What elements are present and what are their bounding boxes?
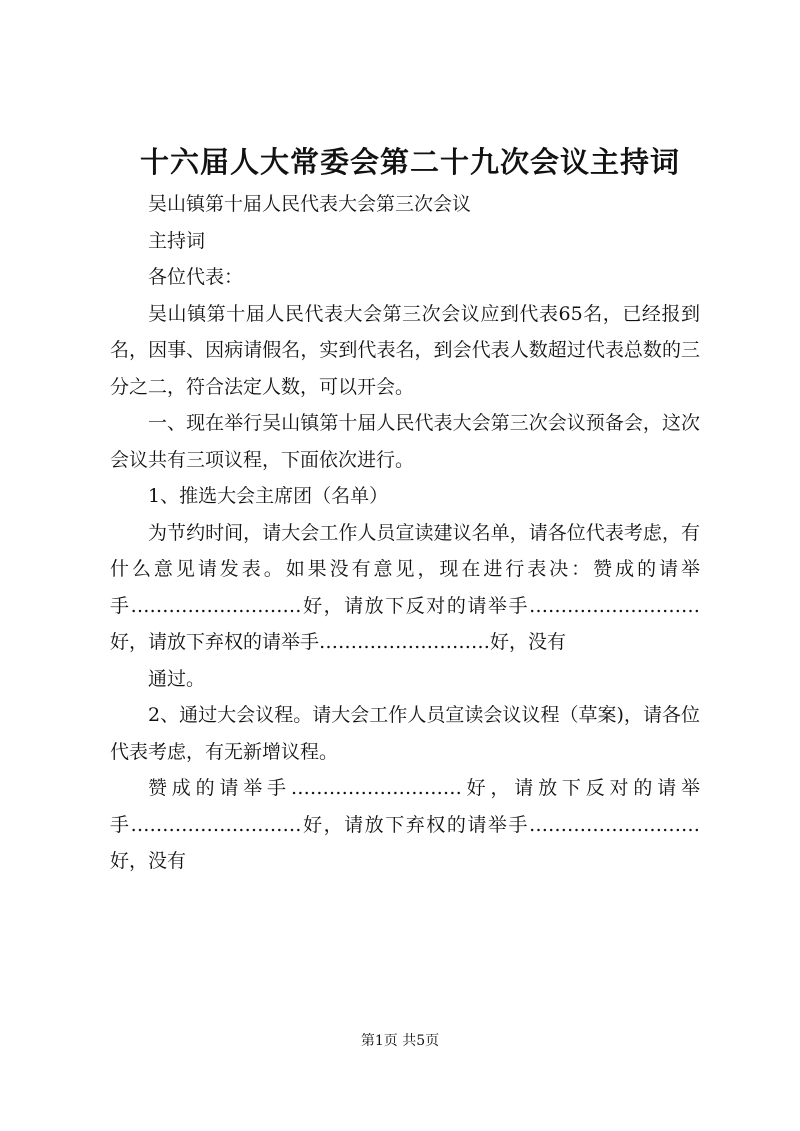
paragraph-speech-label: 主持词 (148, 229, 206, 252)
document-body (110, 186, 700, 880)
page-footer: 第1页 共5页 (360, 1033, 440, 1049)
paragraph-preparatory-meeting: 一、现在举行吴山镇第十届人民代表大会第三次会议预备会，这次会议共有三项议程，下面依次进行。 (110, 412, 700, 471)
paragraph-item-2-vote: 赞成的请举手………………………好，请放下反对的请举手………………………好，请放下弃权的请举手………………………好，没有 (110, 777, 700, 872)
paragraph-item-1-passed: 通过。 (148, 667, 206, 690)
document-title: 十六届人大常委会第二十九次会议主持词 (139, 145, 680, 179)
paragraph-salutation: 各位代表： (148, 266, 244, 288)
paragraph-item-2-agenda: 2、通过大会议程。请大会工作人员宣读会议议程（草案)，请各位代表考虑，有无新增议程。 (110, 704, 700, 763)
paragraph-attendance: 吴山镇第十届人民代表大会第三次会议应到代表65名，已经报到名，因事、因病请假名，实到代表名，到会代表人数超过代表总数的三分之二，符合法定人数，可以开会。 (110, 302, 700, 398)
paragraph-item-1-heading: 1、推选大会主席团（名单） (148, 485, 389, 507)
paragraph-item-1-vote: 为节约时间，请大会工作人员宣读建议名单，请各位代表考虑，有什么意见请发表。如果没有意见，现在进行表决：赞成的请举手………………………好，请放下反对的请举手………………………好，请放下弃权的请举手………………………好，没有 (110, 521, 700, 653)
paragraph-meeting-name: 吴山镇第十届人民代表大会第三次会议 (148, 193, 472, 215)
